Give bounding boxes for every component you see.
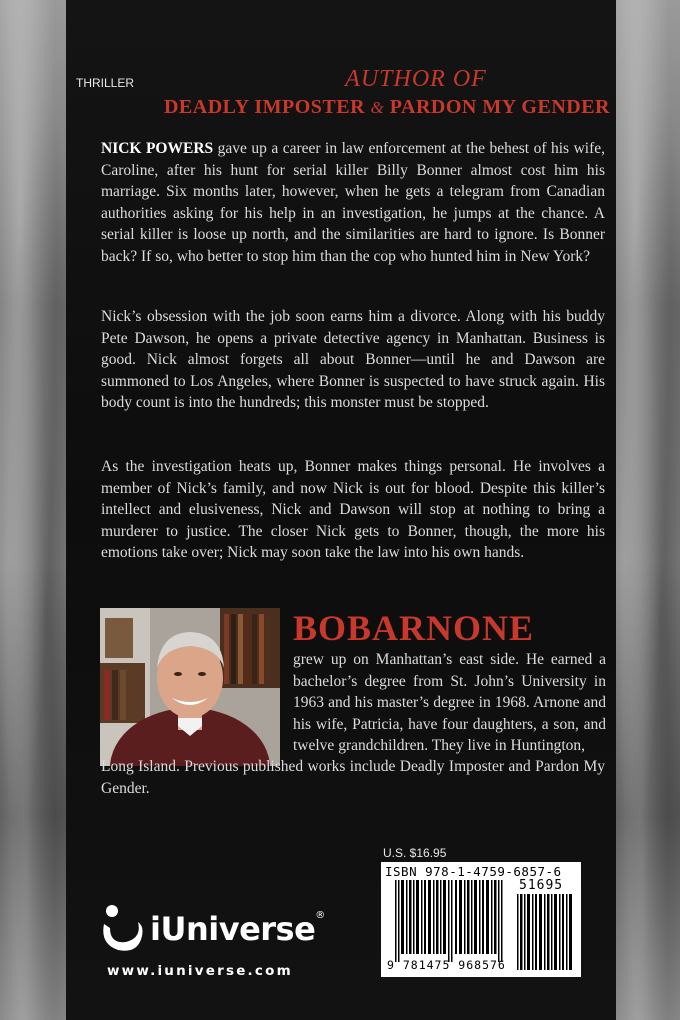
blurb-paragraph-1 [101, 138, 605, 267]
author-photo [100, 608, 280, 766]
author-bio-full: Long Island. Previous published works include Deadly Imposter and Pardon My Gender. [101, 758, 605, 797]
genre-label: THRILLER [76, 76, 135, 90]
registered-mark: ® [315, 910, 325, 921]
iuniverse-swirl-icon [98, 904, 146, 954]
publisher-name [150, 910, 325, 948]
title-pardon-my-gender: PARDON MY GENDER [389, 96, 610, 118]
marble-border-left [0, 0, 66, 1020]
ean-number: 9 781475 968576 [387, 958, 506, 972]
isbn-text: ISBN 978-1-4759-6857-6 [385, 864, 562, 879]
blurb-paragraph-2: Nick’s obsession with the job soon earns him a divorce. Along with his buddy Pete Dawson, he opens a private detective agency in Manhattan. Business is good. Nick almost forgets all about Bonner—until he and Dawson are summoned to Los Angeles, where Bonner is suspected to have struck again. His body count is into the hundreds; this monster must be stopped. [101, 308, 605, 411]
blurb-lead-name: NICK POWERS [101, 140, 214, 157]
author-bio-side: grew up on Manhattan’s east side. He earned a bachelor’s degree from St. John’s University in 1963 and his master’s degree in 1968. Arnone and his wife, Patricia, have four daughters, a son, and twelve grandchildren. They live in Huntington, [293, 651, 606, 754]
addon-bars [517, 894, 572, 970]
publisher-name-text: iUniverse [150, 910, 316, 948]
blurb-p1-text: gave up a career in law enforcement at the behest of his wife, Caroline, after his hunt for serial killer Billy Bonner almost cost him his marriage. Six months later, however, when he gets a telegram from Canadian authorities asking for his help in an investigation, he jumps at the chance. A serial killer is loose up north, and the similarities are hard to ignore. Is Bonner back? If so, who better to stop him than the cop who hunted him in New York? [101, 140, 605, 265]
price-label: U.S. $16.95 [383, 846, 447, 860]
previous-titles [100, 96, 610, 119]
ean-bars [395, 880, 503, 962]
addon-number: 51695 [519, 878, 564, 893]
publisher-url: www.iuniverse.com [107, 963, 293, 979]
author-photo-illustration [100, 608, 280, 766]
author-name: BOBARNONE [293, 608, 535, 648]
publisher-logo [98, 904, 338, 954]
title-ampersand: & [370, 98, 385, 117]
blurb-paragraph-3: As the investigation heats up, Bonner makes things personal. He involves a member of Nick’s family, and now Nick is out for blood. Despite this killer’s intellect and elusiveness, Nick and Dawson will stop at nothing to bring a murderer to justice. The closer Nick gets to Bonner, though, the more his emotions take over; Nick may soon take the law into his own hands. [101, 458, 605, 561]
author-of-heading: AUTHOR OF [345, 66, 487, 92]
marble-border-right [616, 0, 680, 1020]
title-deadly-imposter: DEADLY IMPOSTER [163, 96, 366, 118]
isbn-barcode [381, 862, 581, 977]
